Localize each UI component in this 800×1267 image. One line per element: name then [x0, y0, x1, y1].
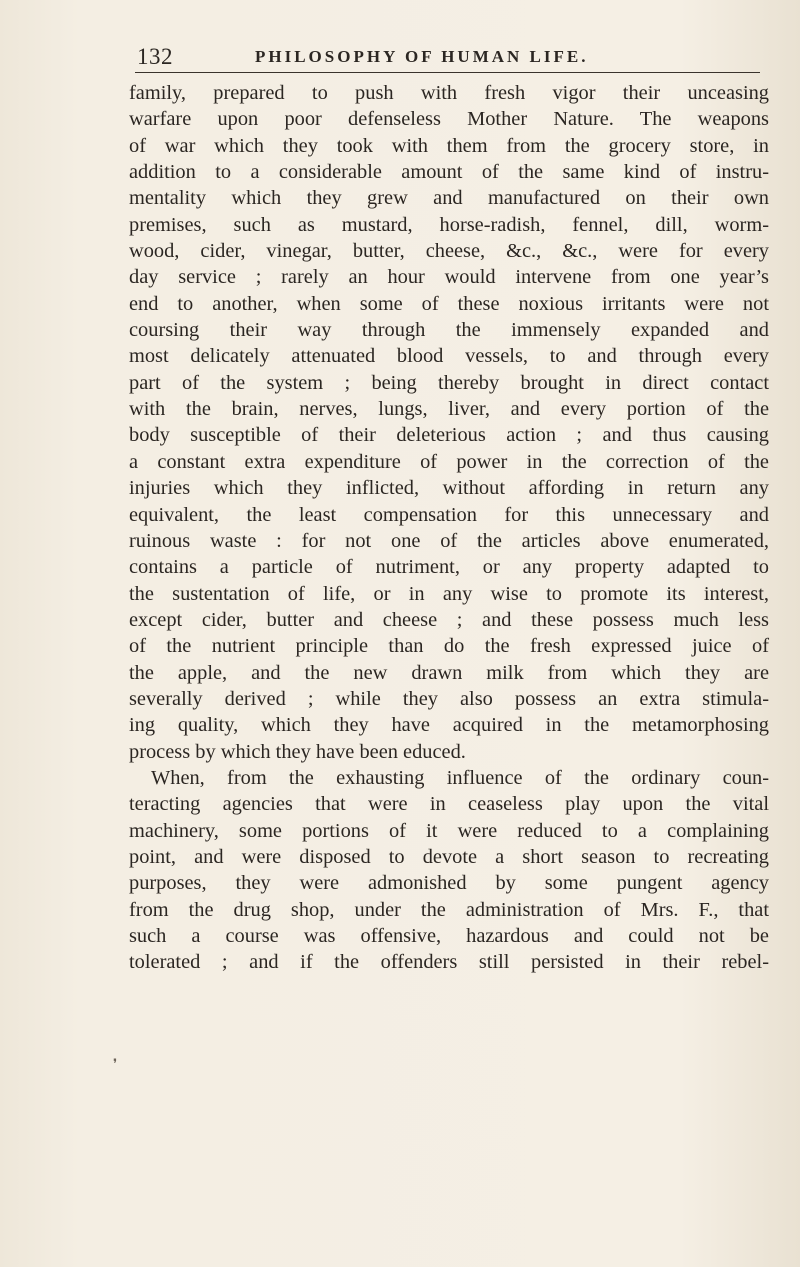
text-line: ing quality, which they have acquired in the metamorphosing	[129, 714, 769, 737]
text-line: of war which they took with them from the grocery store, in	[129, 134, 769, 157]
text-line: ruinous waste : for not one of the articles above enumerated,	[129, 529, 769, 552]
text-line: such a course was offensive, hazardous and could not be	[129, 925, 769, 947]
text-line: warfare upon poor defenseless Mother Nature. The weapons	[129, 108, 769, 131]
text-line: machinery, some portions of it were reduced to a complaining	[129, 819, 769, 842]
text-line: with the brain, nerves, lungs, liver, and every portion of the	[129, 398, 769, 421]
text-line: the apple, and the new drawn milk from which they are	[129, 661, 769, 684]
text-line: point, and were disposed to devote a short season to recreating	[129, 845, 769, 868]
running-head: PHILOSOPHY OF HUMAN LIFE.	[255, 47, 589, 66]
text-line: tolerated ; and if the offenders still persisted in their rebel-	[129, 951, 769, 974]
text-line: family, prepared to push with fresh vigor their unceasing	[129, 82, 769, 104]
text-line: severally derived ; while they also possess an extra stimula-	[129, 687, 769, 710]
text-line: When, from the exhausting influence of the ordinary coun-	[151, 766, 769, 789]
body-text	[129, 80, 769, 976]
text-line: the sustentation of life, or in any wise to promote its interest,	[129, 582, 769, 605]
text-line: contains a particle of nutriment, or any property adapted to	[129, 556, 769, 579]
text-line: day service ; rarely an hour would intervene from one year’s	[129, 266, 769, 289]
text-line: most delicately attenuated blood vessels, to and through every	[129, 345, 769, 368]
text-line: mentality which they grew and manufactured on their own	[129, 187, 769, 210]
text-line: purposes, they were admonished by some pungent agency	[129, 872, 769, 895]
text-line: body susceptible of their deleterious action ; and thus causing	[129, 424, 769, 447]
text-line: except cider, butter and cheese ; and these possess much less	[129, 608, 769, 631]
text-line: from the drug shop, under the administration of Mrs. F., that	[129, 898, 769, 921]
text-line: addition to a considerable amount of the same kind of instru-	[129, 161, 769, 184]
text-line: wood, cider, vinegar, butter, cheese, &c., &c., were for every	[129, 240, 769, 263]
page-number: 132	[137, 44, 173, 69]
text-line: part of the system ; being thereby brought in direct contact	[129, 371, 769, 394]
text-line: injuries which they inflicted, without affording in return any	[129, 477, 769, 500]
text-line: of the nutrient principle than do the fresh expressed juice of	[129, 635, 769, 658]
text-line: premises, such as mustard, horse-radish, fennel, dill, worm-	[129, 213, 769, 236]
text-line: equivalent, the least compensation for this unnecessary and	[129, 503, 769, 526]
text-line: teracting agencies that were in ceaseless play upon the vital	[129, 793, 769, 816]
margin-mark: ❜	[113, 1056, 118, 1071]
text-line: process by which they have been educed.	[129, 740, 466, 763]
header-rule	[135, 72, 760, 73]
text-line: end to another, when some of these noxious irritants were not	[129, 292, 769, 315]
text-line: a constant extra expenditure of power in the correction of the	[129, 450, 769, 473]
text-line: coursing their way through the immensely expanded and	[129, 319, 769, 342]
